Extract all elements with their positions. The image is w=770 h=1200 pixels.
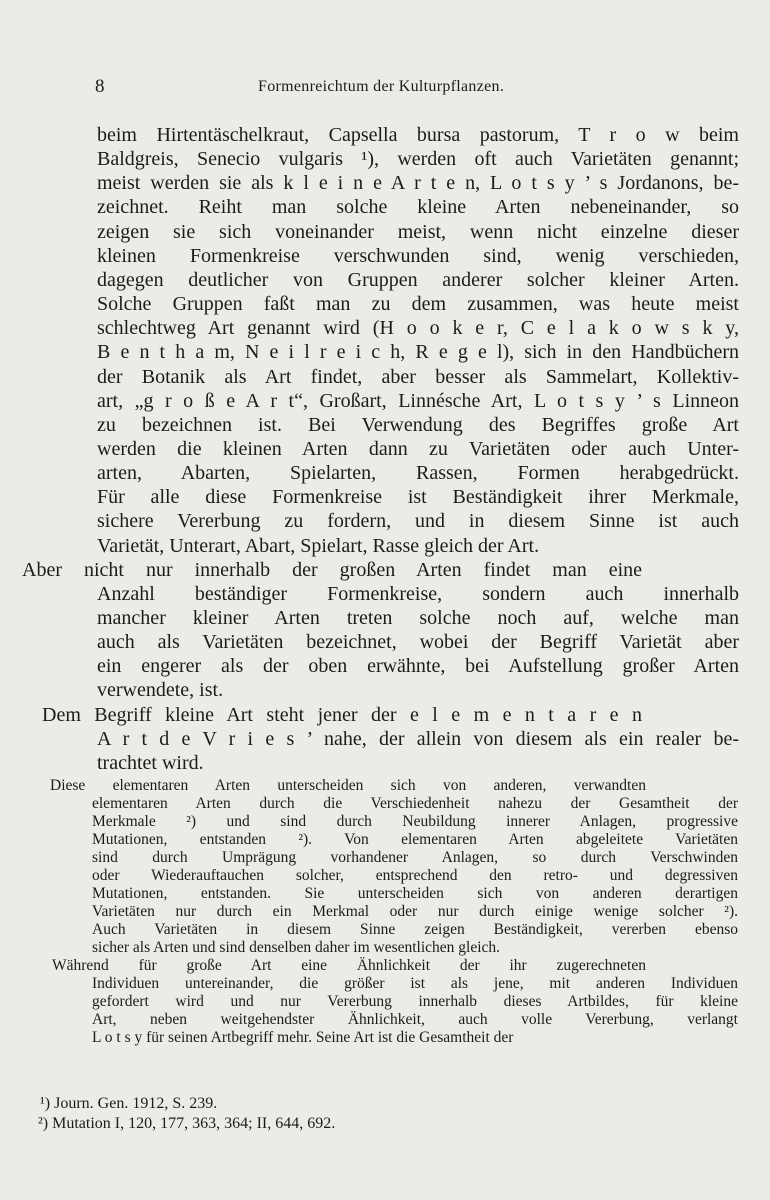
main-lines-line: auch als Varietäten bezeichnet, wobei der Begriff Varietät aber [97, 631, 739, 654]
small-lines-line: sind durch Umprägung vorhandener Anlagen, so durch Verschwinden [92, 849, 738, 866]
main-lines-line: Anzahl beständiger Formenkreise, sondern auch innerhalb [97, 582, 739, 605]
main-lines-line: meist werden sie als k l e i n e A r t e n, L o t s y ’ s Jordanons, be- [97, 172, 739, 195]
small-lines-line: Art, neben weitgehendster Ähnlichkeit, auch volle Vererbung, verlangt [92, 1011, 738, 1028]
small-lines-line: oder Wiederauftauchen solcher, entsprechend den retro- und degressiven [92, 867, 738, 884]
page-number: 8 [95, 76, 105, 97]
small-lines-line: Varietäten nur durch ein Merkmal oder nur durch einige wenige solcher ²). [92, 903, 738, 920]
main-lines-line: ein engerer als der oben erwähnte, bei Aufstellung großer Arten [97, 655, 739, 678]
main-lines-line: zu bezeichnen ist. Bei Verwendung des Begriffes große Art [97, 413, 739, 436]
main-lines-line: werden die kleinen Arten dann zu Varietäten oder auch Unter- [97, 437, 739, 460]
main-lines-line: zeigen sie sich voneinander meist, wenn nicht einzelne dieser [97, 220, 739, 243]
small-lines-line: Individuen untereinander, die größer ist als jene, mit anderen Individuen [92, 975, 738, 992]
main-lines-line: Für alle diese Formenkreise ist Beständigkeit ihrer Merkmale, [97, 486, 739, 509]
small-lines-line: Diese elementaren Arten unterscheiden sich von anderen, verwandten [50, 777, 646, 794]
running-title: Formenreichtum der Kulturpflanzen. [258, 78, 505, 95]
footnotes-line: ¹) Journ. Gen. 1912, S. 239. [40, 1095, 218, 1112]
main-lines-line: beim Hirtentäschelkraut, Capsella bursa pastorum, T r o w beim [97, 124, 739, 146]
small-lines-line: Mutationen, entstanden. Sie unterscheiden sich von anderen derartigen [92, 885, 738, 902]
main-lines-line: der Botanik als Art findet, aber besser als Sammelart, Kollektiv- [97, 365, 739, 388]
main-lines-line: Solche Gruppen faßt man zu dem zusammen, was heute meist [97, 293, 739, 316]
main-lines-line: A r t d e V r i e s ’ nahe, der allein von diesem als ein realer be- [97, 727, 739, 750]
main-lines-line: dagegen deutlicher von Gruppen anderer solcher kleiner Arten. [97, 268, 739, 291]
main-lines-line: zeichnet. Reiht man solche kleine Arten nebeneinander, so [97, 196, 739, 219]
main-lines-line: verwendete, ist. [97, 679, 224, 702]
footnotes-line: ²) Mutation I, 120, 177, 363, 364; II, 644, 692. [38, 1115, 336, 1132]
small-lines-line: Auch Varietäten in diesem Sinne zeigen Beständigkeit, vererben ebenso [92, 921, 738, 938]
small-lines-line: sicher als Arten und sind denselben daher im wesentlichen gleich. [92, 939, 501, 956]
main-lines-line: schlechtweg Art genannt wird (H o o k e r, C e l a k o w s k y, [97, 317, 739, 340]
small-lines-line: Merkmale ²) und sind durch Neubildung innerer Anlagen, progressive [92, 813, 738, 830]
main-lines-line: Dem Begriff kleine Art steht jener der e l e m e n t a r e n [42, 703, 642, 726]
small-lines-line: L o t s y für seinen Artbegriff mehr. Seine Art ist die Gesamtheit der [92, 1029, 514, 1046]
small-lines-line: Während für große Art eine Ähnlichkeit der ihr zugerechneten [52, 957, 646, 974]
small-lines-line: gefordert wird und nur Vererbung innerhalb dieses Artbildes, für kleine [92, 993, 738, 1010]
main-lines-line: Varietät, Unterart, Abart, Spielart, Rasse gleich der Art. [97, 534, 540, 557]
small-lines-line: Mutationen, entstanden ²). Von elementaren Arten abgeleitete Varietäten [92, 831, 738, 848]
main-lines-line: sichere Vererbung zu fordern, und in diesem Sinne ist auch [97, 510, 739, 533]
main-lines-line: arten, Abarten, Spielarten, Rassen, Formen herabgedrückt. [97, 462, 739, 485]
small-lines-line: elementaren Arten durch die Verschiedenheit nahezu der Gesamtheit der [92, 795, 738, 812]
main-lines-line: Aber nicht nur innerhalb der großen Arten findet man eine [22, 558, 642, 581]
main-lines-line: B e n t h a m, N e i l r e i c h, R e g e l), sich in den Handbüchern [97, 341, 739, 364]
main-lines-line: art, „g r o ß e A r t“, Großart, Linnésche Art, L o t s y ’ s Linneon [97, 389, 739, 412]
main-lines-line: kleinen Formenkreise verschwunden sind, wenig verschieden, [97, 244, 739, 267]
main-lines-line: trachtet wird. [97, 751, 204, 774]
main-lines-line: mancher kleiner Arten treten solche noch auf, welche man [97, 607, 739, 629]
main-lines-line: Baldgreis, Senecio vulgaris ¹), werden oft auch Varietäten genannt; [97, 148, 739, 171]
